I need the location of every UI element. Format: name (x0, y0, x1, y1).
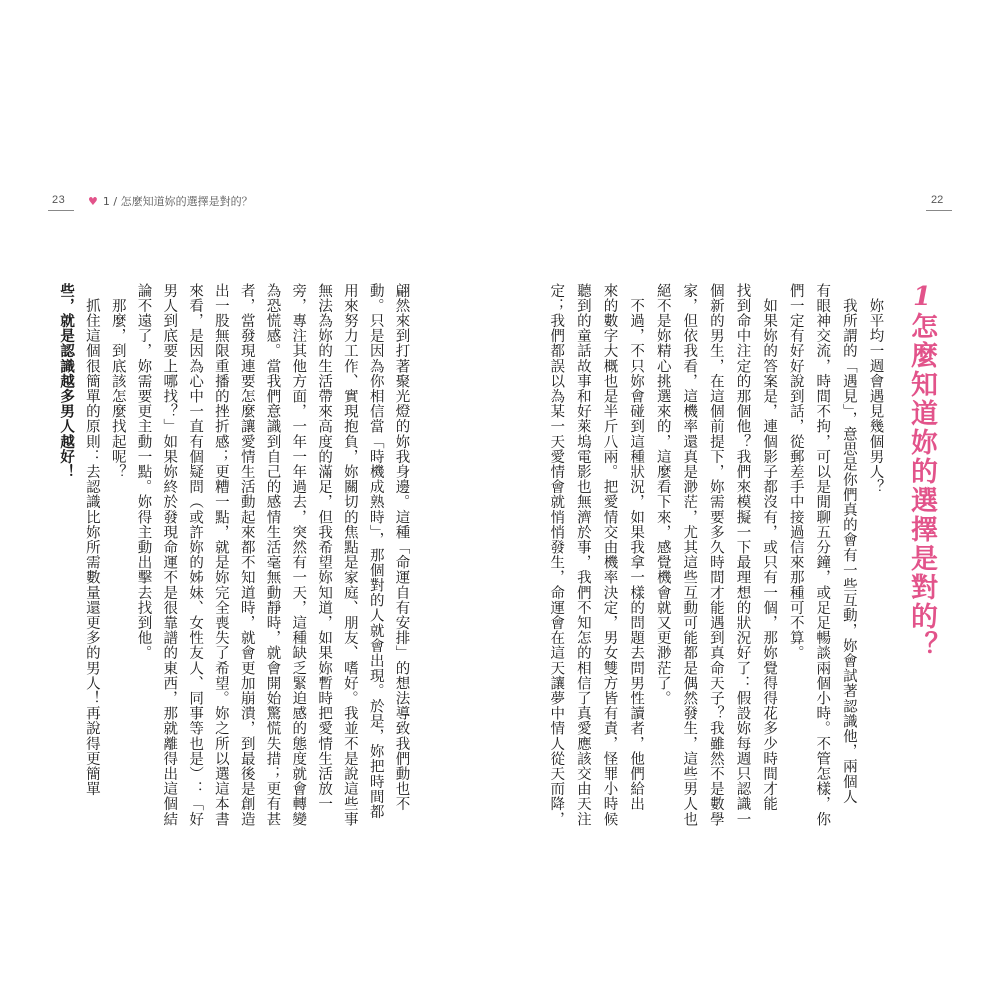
right-page-text-line: 們一定有好好說到話，從郵差手中接過信來那種可不算。 (787, 283, 804, 661)
left-page-text-line: 些，就是認識越多男人越好！ (58, 283, 75, 480)
right-page-text-line: 找到命中注定的那個他？我們來模擬一下最理想的狀況好了：假設妳每週只認識一 (734, 283, 751, 827)
left-page-text-line: 者，當發現連要怎麼讓愛情生活動起來都不知道時，就會更加崩潰，到最後是創造 (238, 283, 255, 827)
left-page-text-line: 翩然來到打著聚光燈的妳我身邊。這種「命運自有安排」的想法導致我們動也不 (393, 283, 410, 812)
left-page-text-line: 動。只是因為你相信當「時機成熟時」，那個對的人就會出現。於是，妳把時間都 (367, 283, 384, 820)
right-page-text-line: 不過，不只妳會碰到這種狀況，如果我拿一樣的問題去問男性讀者，他們給出 (628, 283, 645, 812)
chapter-number: 1 (913, 282, 932, 312)
right-page-number: 22 (931, 194, 944, 206)
right-page-text-line: 我所謂的「遇見」，意思是你們真的會有一些互動，妳會試著認識他，兩個人 (840, 283, 857, 805)
left-page-text-line: 為恐慌感。當我們意識到自己的感情生活毫無動靜時，就會開始驚慌失措；更有甚 (264, 283, 281, 827)
right-page-text-line: 聽到的童話故事和好萊塢電影也無濟於事，我們不知怎的相信了真愛應該交由天注 (574, 283, 591, 827)
left-page-number: 23 (52, 194, 66, 206)
right-page-text-line: 絕不是妳精心挑選來的，這麼看下來，感覺機會就又更渺茫了。 (654, 283, 671, 706)
right-page-text-line: 來的數字大概也是半斤八兩。把愛情交由機率決定，男女雙方皆有責，怪罪小時候 (601, 283, 618, 827)
left-page-text-line: 那麼，到底該怎麼找起呢？ (109, 283, 126, 480)
right-page-text-line: 家，但依我看，這機率還真是渺茫，尤其這些互動可能都是偶然發生，這些男人也 (681, 283, 698, 827)
left-page-text-line: 用來努力工作、實現抱負，妳關切的焦點是家庭、朋友、嗜好。我並不是說這些事 (341, 283, 358, 827)
right-page-text-line: 定；我們都誤以為某一天愛情會就悄悄發生，命運會在這天讓夢中情人從天而降， (548, 283, 565, 827)
left-page-text-line: 論不遠了，妳需要更主動一點。妳得主動出擊去找到他。 (135, 283, 152, 661)
chapter-title: 怎麼知道妳的選擇是對的？ (906, 312, 937, 660)
right-page-text-line: 妳平均一週會遇見幾個男人？ (867, 283, 884, 495)
left-page-text-line: 來看，是因為心中一直有個疑問（或許妳的姊妹、女性友人、同事等也是）：「好 (187, 283, 204, 827)
running-head-text: 1 / 怎麼知道妳的選擇是對的？ (102, 195, 253, 208)
left-page-number-rule (48, 210, 74, 211)
right-page-text-line: 有眼神交流，時間不拘，可以是閒聊五分鐘，或足足暢談兩個小時。不管怎樣，你 (814, 283, 831, 827)
left-page-text-line: 男人到底要上哪找？」如果妳終於發現命運不是很靠譜的東西，那就離得出這個結 (161, 283, 178, 827)
left-page-text-line: 出一股無限重播的挫折感；更糟一點，就是妳完全喪失了希望。妳之所以選這本書 (212, 283, 229, 827)
left-page-text-line: 抓住這個很簡單的原則：去認識比妳所需數量還更多的男人！再說得更簡單 (83, 283, 100, 797)
right-page-text-line: 如果妳的答案是，連個影子都沒有，或只有一個，那妳覺得得花多少時間才能 (761, 283, 778, 812)
right-page-text-line: 個新的男生，在這個前提下，妳需要多久時間才能遇到真命天子？我雖然不是數學 (707, 283, 724, 827)
heart-icon: ♥ (88, 194, 98, 208)
running-head (88, 193, 253, 209)
left-page-text-line: 旁，專注其他方面，一年一年過去，突然有一天，這種缺乏緊迫感的態度就會轉變 (290, 283, 307, 827)
left-page-text-line: 無法為妳的生活帶來高度的滿足，但我希望妳知道，如果妳暫時把愛情生活放一 (316, 283, 333, 812)
right-page-number-rule (926, 210, 952, 211)
